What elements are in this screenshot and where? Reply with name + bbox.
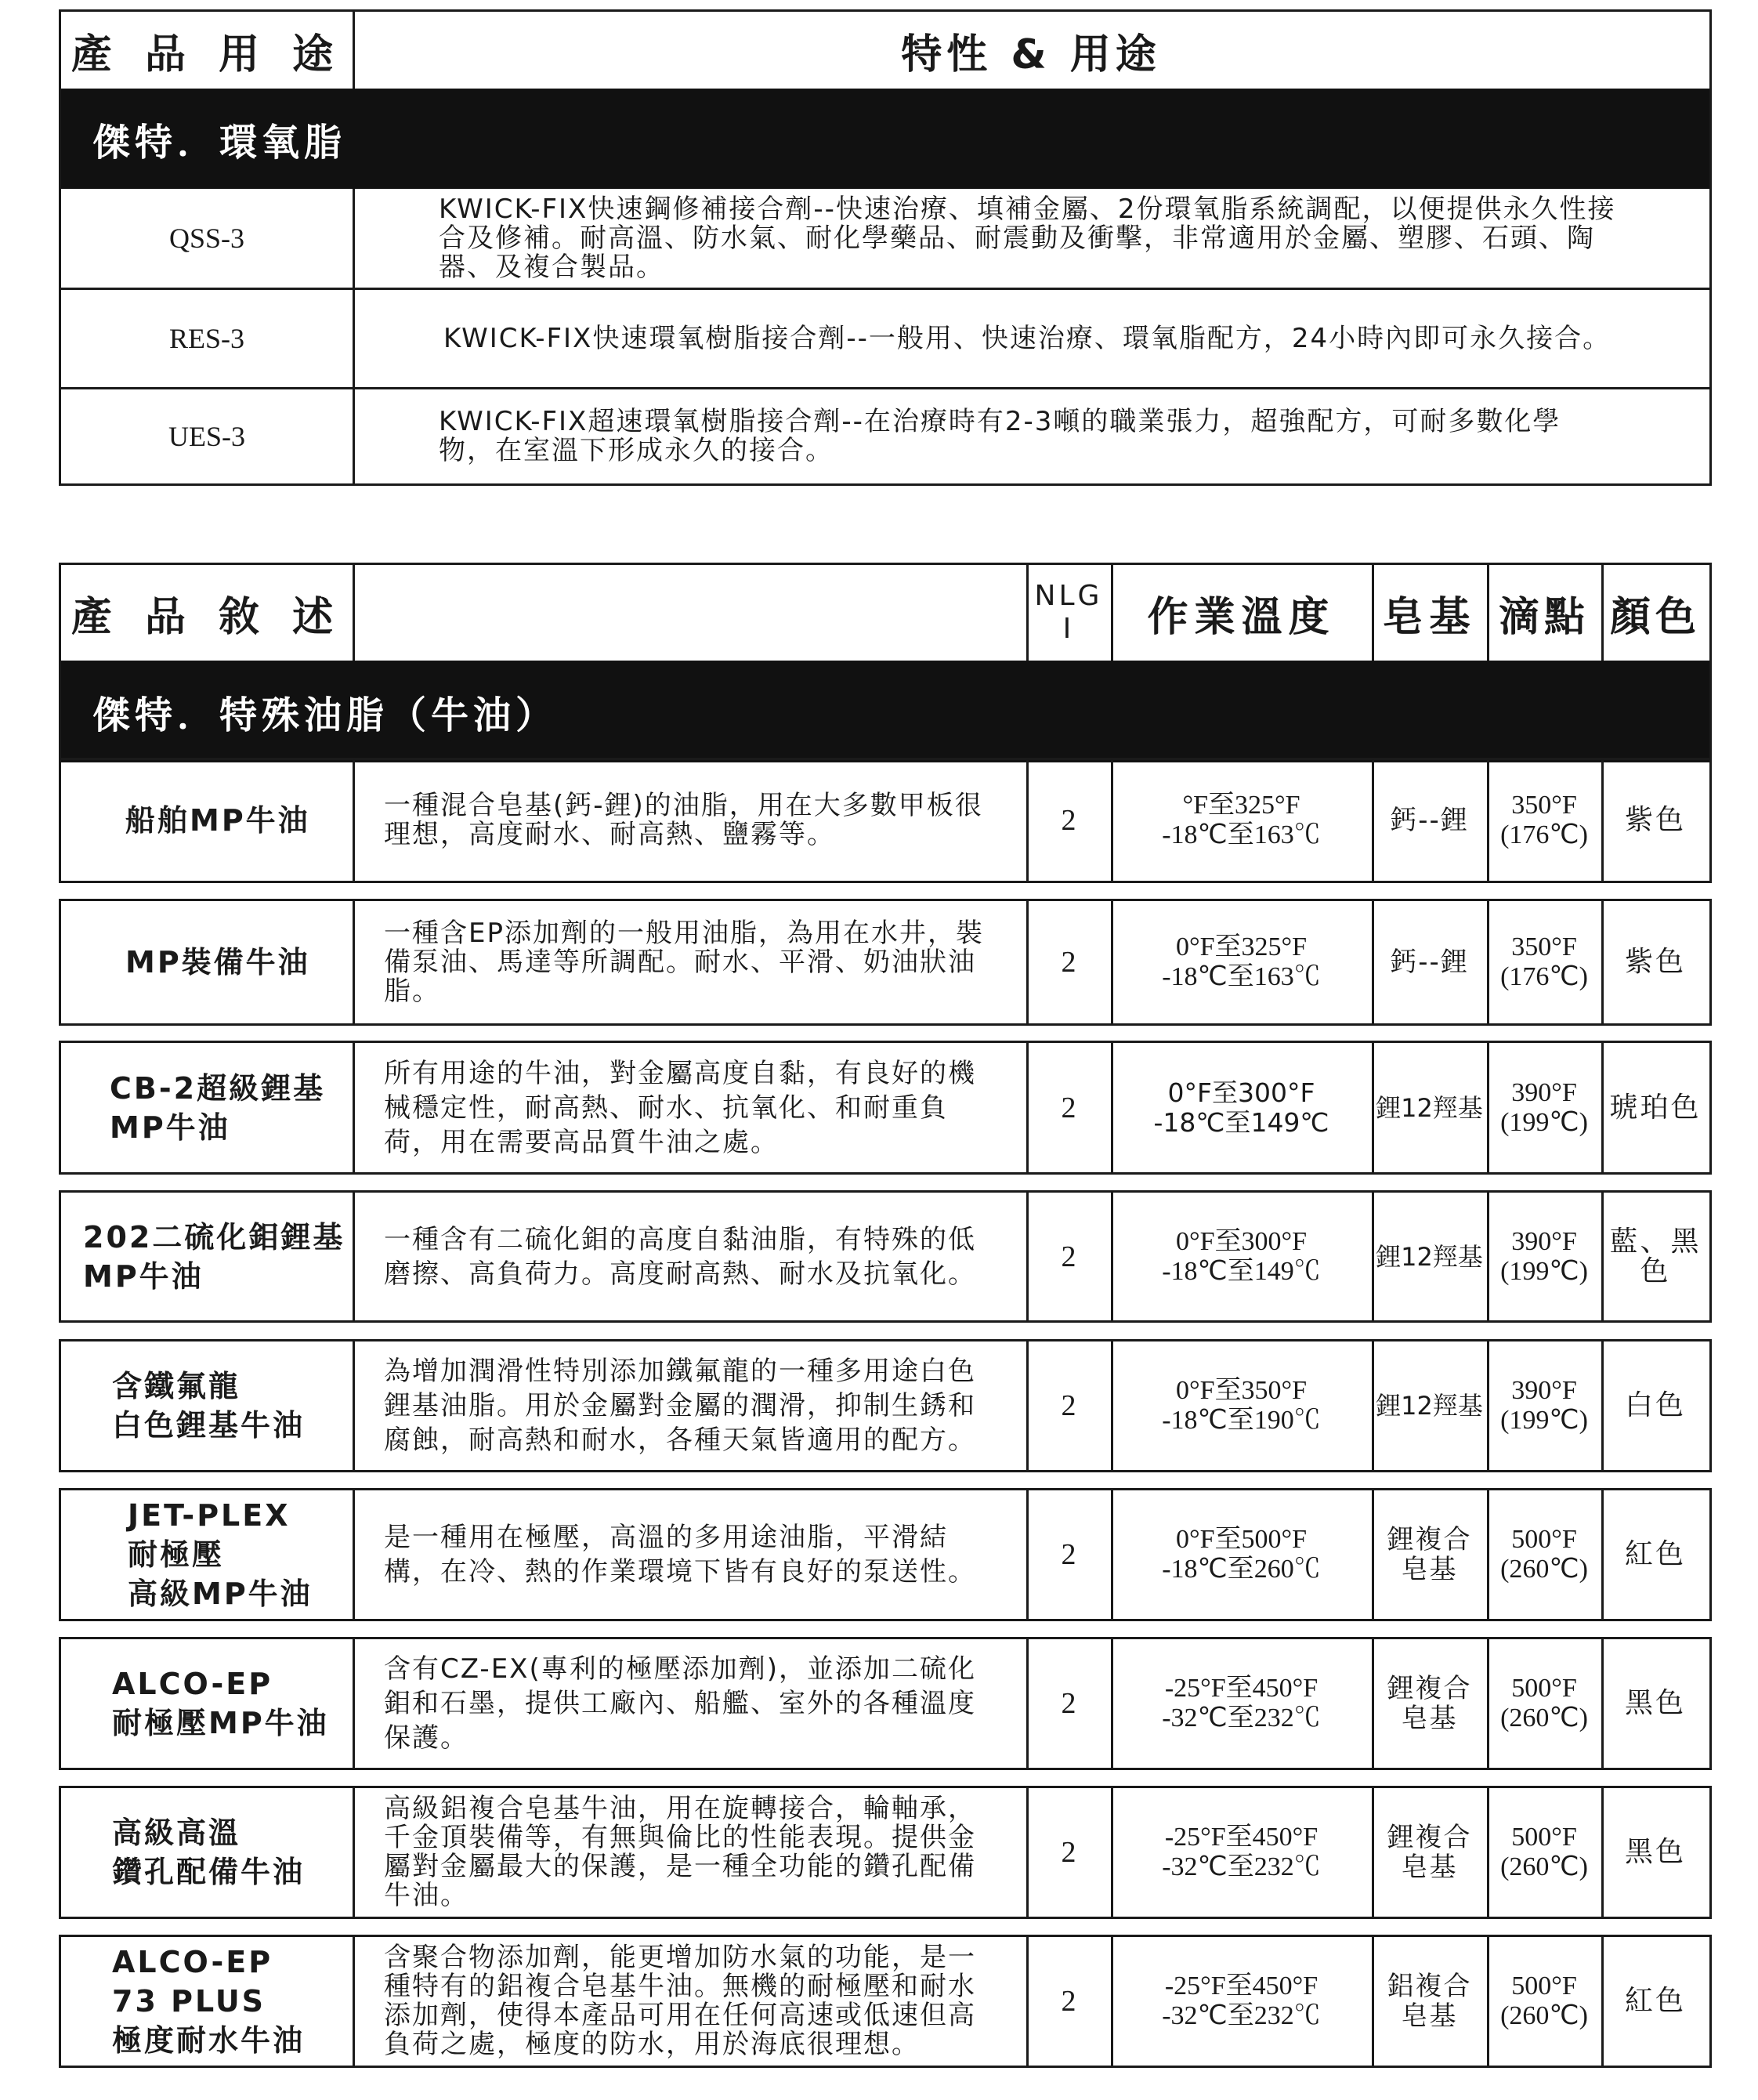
dropping-point: 500°F (260℃)	[1500, 1971, 1588, 2030]
soap-base: 鋰複合 皂基	[1387, 1822, 1472, 1883]
soap-base: 鋰12羥基	[1376, 1241, 1483, 1272]
nlgi-grade: 2	[1061, 1240, 1076, 1273]
header-nlgi: NLG I	[1034, 580, 1103, 645]
color-value: 紫色	[1624, 946, 1686, 978]
working-temperature: -25°F至450°F -32℃至232℃	[1162, 1971, 1321, 2030]
table-row	[61, 189, 1709, 288]
color-value: 紫色	[1624, 804, 1686, 836]
working-temperature: °F至325°F -18℃至163℃	[1162, 791, 1321, 849]
dropping-point: 500°F (260℃)	[1500, 1525, 1588, 1584]
product-description: 含聚合物添加劑，能更增加防水氣的功能，是一種特有的鋁複合皂基牛油。無機的耐極壓和耐水添加劑，使得本產品可用在任何高速或低速但高負荷之處，極度的防水，用於海底很理想。	[384, 1942, 976, 2060]
dropping-point: 350°F (176℃)	[1500, 932, 1588, 991]
nlgi-grade: 2	[1061, 1389, 1076, 1422]
working-temperature: 0°F至300°F -18℃至149℃	[1153, 1077, 1329, 1138]
header-dropping-point: 滴點	[1498, 593, 1590, 641]
product-name: ALCO-EP 73 PLUS 極度耐水牛油	[112, 1945, 306, 2058]
epoxy-section-title: 傑特．環氧脂	[61, 89, 1709, 189]
dropping-point: 390°F (199℃)	[1500, 1376, 1588, 1435]
table-row	[59, 1935, 1712, 2068]
table-row	[59, 1637, 1712, 1770]
table-row	[61, 290, 1709, 387]
nlgi-grade: 2	[1061, 1538, 1076, 1571]
header-product-description: 產 品 敘 述	[71, 593, 343, 641]
soap-base: 鋰12羥基	[1376, 1391, 1483, 1421]
dropping-point: 390°F (199℃)	[1500, 1226, 1588, 1286]
soap-base: 鈣--鋰	[1390, 947, 1469, 978]
nlgi-grade: 2	[1061, 804, 1076, 837]
table-row	[59, 1041, 1712, 1175]
color-value: 黑色	[1624, 1836, 1686, 1868]
product-name: ALCO-EP 耐極壓MP牛油	[112, 1667, 329, 1740]
product-description: 含有CZ-EX(專利的極壓添加劑)，並添加二硫化鉬和石墨，提供工廠內、船艦、室外的各種溫度保護。	[384, 1653, 977, 1754]
working-temperature: -25°F至450°F -32℃至232℃	[1162, 1674, 1321, 1732]
dropping-point: 500°F (260℃)	[1500, 1823, 1588, 1881]
epoxy-table-header	[61, 12, 1709, 89]
nlgi-grade: 2	[1061, 1985, 1076, 2018]
table-row	[61, 389, 1709, 483]
header-features-usage: 特性 & 用途	[901, 31, 1161, 78]
color-value: 藍、黑 色	[1609, 1225, 1702, 1287]
product-code: QSS-3	[168, 223, 245, 254]
product-name: 高級高溫 鑽孔配備牛油	[112, 1816, 306, 1889]
soap-base: 鋰複合 皂基	[1387, 1524, 1472, 1585]
product-name: 船舶MP牛油	[125, 803, 310, 838]
working-temperature: 0°F至325°F -18℃至163℃	[1162, 932, 1321, 991]
product-code: UES-3	[168, 421, 245, 452]
header-color: 顏色	[1609, 593, 1701, 641]
nlgi-grade: 2	[1061, 1687, 1076, 1720]
header-working-temperature: 作業溫度	[1147, 593, 1336, 641]
soap-base: 鈣--鋰	[1390, 805, 1469, 836]
product-description: 是一種用在極壓，高溫的多用途油脂，平滑結構，在冷、熱的作業環境下皆有良好的泵送性。	[384, 1522, 976, 1588]
working-temperature: -25°F至450°F -32℃至232℃	[1162, 1823, 1321, 1881]
table-row	[59, 1339, 1712, 1472]
product-description: KWICK-FIX超速環氧樹脂接合劑--在治療時有2-3噸的職業張力，超強配方，可耐多數化學物，在室溫下形成永久的接合。	[439, 406, 1561, 466]
color-value: 白色	[1624, 1389, 1686, 1421]
table-row	[59, 1190, 1712, 1323]
product-code: RES-3	[168, 323, 244, 354]
epoxy-table	[59, 9, 1712, 486]
product-name: 202二硫化鉬鋰基 MP牛油	[83, 1219, 345, 1294]
table-row	[59, 1488, 1712, 1621]
color-value: 紅色	[1624, 1538, 1686, 1570]
product-description: 為增加潤滑性特別添加鐵氟龍的一種多用途白色鋰基油脂。用於金屬對金屬的潤滑，抑制生銹和腐蝕，耐高熱和耐水，各種天氣皆適用的配方。	[384, 1356, 976, 1456]
product-description: 所有用途的牛油，對金屬高度自黏，有良好的機械穩定性，耐高熱、耐水、抗氧化、和耐重負荷，用在需要高品質牛油之處。	[384, 1057, 976, 1158]
color-value: 紅色	[1624, 1985, 1686, 2017]
soap-base: 鋁複合 皂基	[1387, 1971, 1472, 2032]
table-row	[59, 1786, 1712, 1919]
soap-base: 鋰12羥基	[1376, 1092, 1483, 1123]
product-description: KWICK-FIX快速環氧樹脂接合劑--一般用、快速治療、環氧脂配方，24小時內即可永久接合。	[443, 322, 1612, 354]
table-row	[59, 758, 1712, 883]
product-name: JET-PLEX 耐極壓 高級MP牛油	[128, 1498, 313, 1611]
working-temperature: 0°F至500°F -18℃至260℃	[1162, 1525, 1321, 1584]
product-description: KWICK-FIX快速鋼修補接合劑--快速治療、填補金屬、2份環氧脂系統調配，以便提供永久性接合及修補。耐高溫、防水氣、耐化學藥品、耐震動及衝擊，非常適用於金屬、塑膠、石頭、陶器、及複合製品。	[439, 193, 1616, 283]
grease-table-header	[59, 563, 1712, 760]
soap-base: 鋰複合 皂基	[1387, 1673, 1472, 1734]
nlgi-grade: 2	[1061, 1836, 1076, 1869]
working-temperature: 0°F至350°F -18℃至190℃	[1162, 1376, 1321, 1435]
header-product-usage: 產 品 用 途	[71, 31, 343, 78]
product-description: 一種含EP添加劑的一般用油脂，為用在水井，裝備泵油、馬達等所調配。耐水、平滑、奶油狀油脂。	[384, 917, 984, 1007]
grease-section-title: 傑特．特殊油脂（牛油）	[61, 661, 1709, 762]
product-name: MP裝備牛油	[125, 945, 310, 979]
product-name: CB-2超級鋰基 MP牛油	[110, 1070, 326, 1145]
product-description: 一種含有二硫化鉬的高度自黏油脂，有特殊的低磨擦、高負荷力。高度耐高熱、耐水及抗氧化。	[384, 1223, 976, 1290]
dropping-point: 500°F (260℃)	[1500, 1674, 1588, 1732]
header-soap-base: 皂基	[1382, 593, 1477, 641]
product-description: 一種混合皂基(鈣-鋰)的油脂，用在大多數甲板很理想，高度耐水、耐高熱、鹽霧等。	[384, 790, 983, 850]
nlgi-grade: 2	[1061, 946, 1076, 979]
dropping-point: 350°F (176℃)	[1500, 791, 1588, 849]
product-name: 含鐵氟龍 白色鋰基牛油	[112, 1369, 306, 1443]
color-value: 琥珀色	[1609, 1091, 1702, 1124]
table-row	[59, 899, 1712, 1026]
nlgi-grade: 2	[1061, 1091, 1076, 1124]
color-value: 黑色	[1624, 1687, 1686, 1719]
dropping-point: 390°F (199℃)	[1500, 1077, 1588, 1137]
product-description: 高級鋁複合皂基牛油，用在旋轉接合，輪軸承，千金頂裝備等，有無與倫比的性能表現。提供金屬對金屬最大的保護，是一種全功能的鑽孔配備牛油。	[384, 1793, 976, 1911]
working-temperature: 0°F至300°F -18℃至149℃	[1162, 1226, 1321, 1286]
grease-table-columns	[61, 565, 1709, 661]
